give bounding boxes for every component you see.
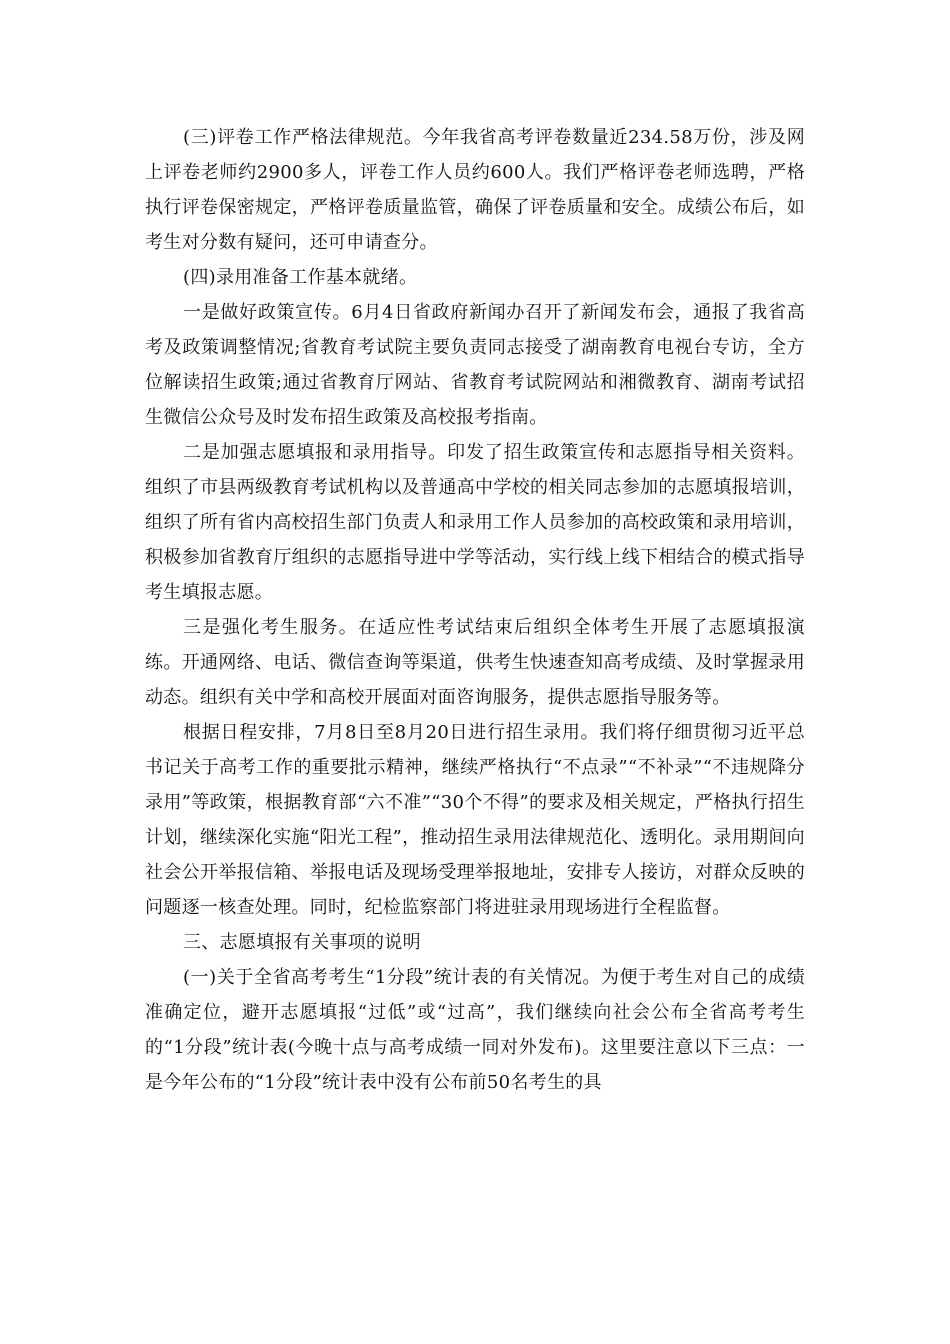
paragraph-admission-prep-heading: (四)录用准备工作基本就绪。	[183, 267, 418, 288]
document-body	[145, 120, 805, 1100]
paragraph-policy-publicity: 一是做好政策宣传。6月4日省政府新闻办召开了新闻发布会，通报了我省高考及政策调整情况;省教育考试院主要负责同志接受了湖南教育电视台专访，全方位解读招生政策;通过省教育厅网站、省教育考试院网站和湘微教育、湖南考试招生微信公众号及时发布招生政策及高校报考指南。	[145, 302, 805, 428]
paragraph-admission-schedule: 根据日程安排，7月8日至8月20日进行招生录用。我们将仔细贯彻习近平总书记关于高考工作的重要批示精神，继续严格执行“不点录”“不补录”“不违规降分录用”等政策，根据教育部“六不准”“30个不得”的要求及相关规定，严格执行招生计划，继续深化实施“阳光工程”，推动招生录用法律规范化、透明化。录用期间向社会公开举报信箱、举报电话及现场受理举报地址，安排专人接访，对群众反映的问题逐一核查处理。同时，纪检监察部门将进驻录用现场进行全程监督。	[145, 722, 805, 918]
section-heading-application-notes: 三、志愿填报有关事项的说明	[183, 932, 421, 953]
paragraph-grading-standards: (三)评卷工作严格法律规范。今年我省高考评卷数量近234.58万份，涉及网上评卷老师约2900多人，评卷工作人员约600人。我们严格评卷老师选聘，严格执行评卷保密规定，严格评卷质量监管，确保了评卷质量和安全。成绩公布后，如考生对分数有疑问，还可申请查分。	[145, 127, 805, 253]
paragraph-student-services: 三是强化考生服务。在适应性考试结束后组织全体考生开展了志愿填报演练。开通网络、电话、微信查询等渠道，供考生快速查知高考成绩、及时掌握录用动态。组织有关中学和高校开展面对面咨询服务，提供志愿指导服务等。	[145, 617, 805, 708]
paragraph-application-guidance: 二是加强志愿填报和录用指导。印发了招生政策宣传和志愿指导相关资料。组织了市县两级教育考试机构以及普通高中学校的相关同志参加的志愿填报培训，组织了所有省内高校招生部门负责人和录用工作人员参加的高校政策和录用培训，积极参加省教育厅组织的志愿指导进中学等活动，实行线上线下相结合的模式指导考生填报志愿。	[145, 442, 805, 603]
paragraph-score-distribution: (一)关于全省高考考生“1分段”统计表的有关情况。为便于考生对自己的成绩准确定位，避开志愿填报“过低”或“过高”，我们继续向社会公布全省高考考生的“1分段”统计表(今晚十点与高考成绩一同对外发布)。这里要注意以下三点：一是今年公布的“1分段”统计表中没有公布前50名考生的具	[145, 967, 805, 1093]
